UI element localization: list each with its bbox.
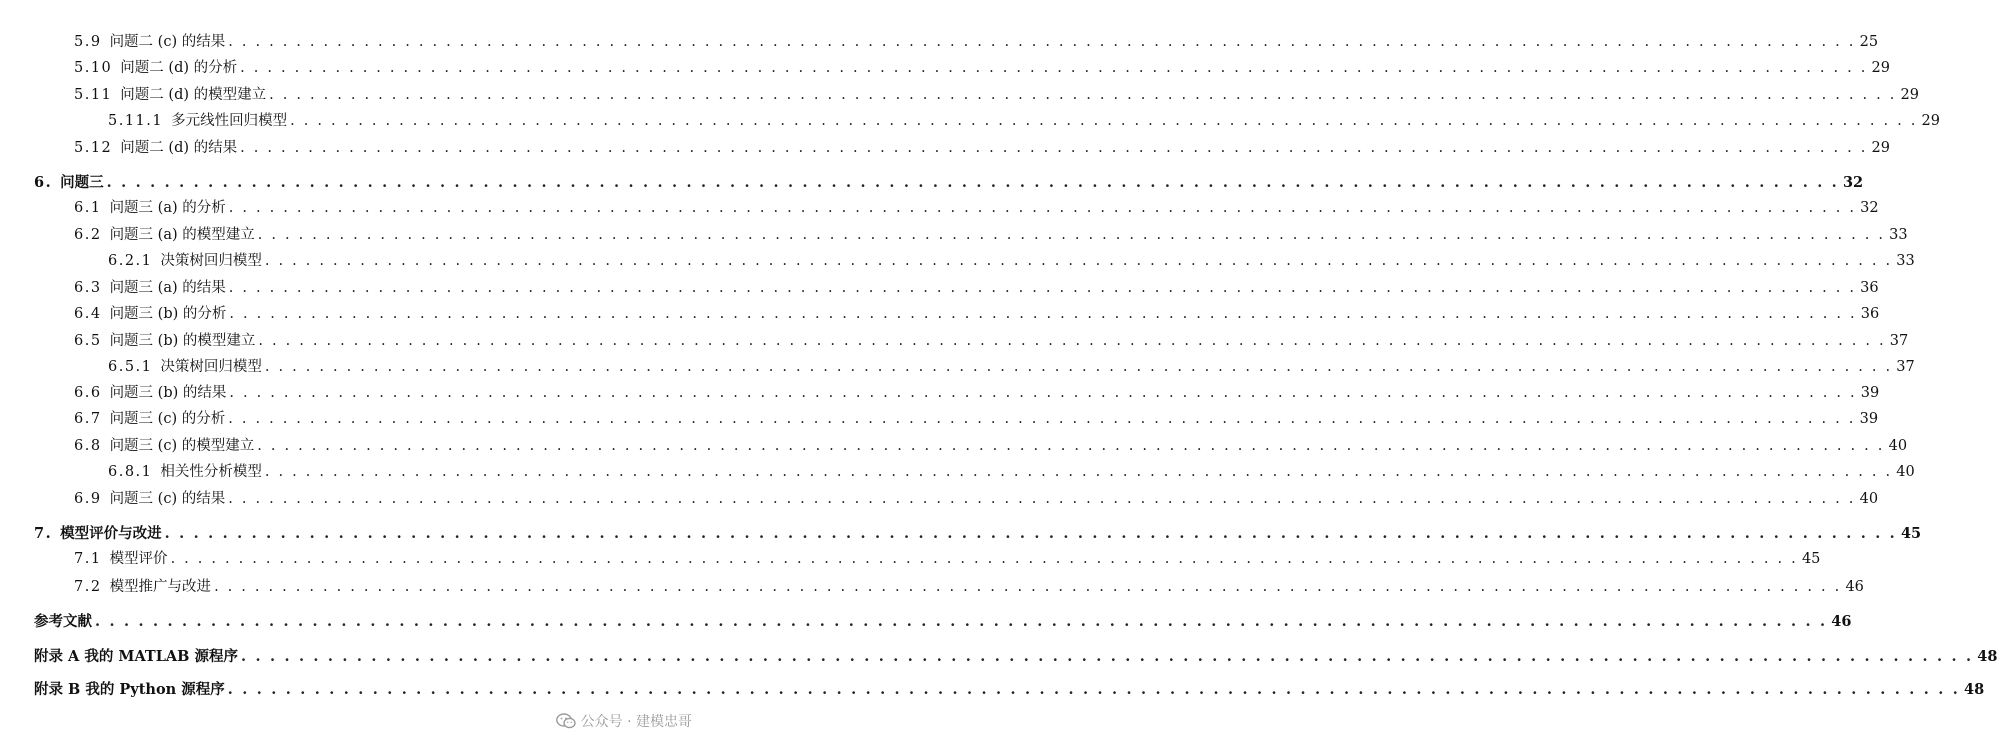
dot-leader: . . . . . . . . . . . . . . . . . . . . . . . . . . . . . . . . . . . . . . . . . . . . . . . . . . . . . . . . . . . . . . . . . . . . . . . . . . . . . . . . . . . . . . . . . . . . . . . . . . . . . . . . . . . . . . . . . . . . . . . . bbox=[228, 280, 1857, 296]
toc-entry-page: 40 bbox=[1859, 491, 1879, 507]
toc-entry-number: 7.1 bbox=[74, 551, 102, 567]
toc-entry-title: 问题二 (d) 的分析 bbox=[120, 60, 238, 76]
toc-entry[interactable] bbox=[74, 382, 1880, 404]
toc-entry-title: 问题二 (c) 的结果 bbox=[109, 34, 226, 50]
toc-entry-number: 5.11 bbox=[74, 87, 113, 103]
dot-leader: . . . . . . . . . . . . . . . . . . . . . . . . . . . . . . . . . . . . . . . . . . . . . . . . . . . . . . . . . . . . . . . . . . . . . . . . . . . . . . . . . . . . . . . . . . . . . . . . . . . . . . . . . . . . . . . . . . . . . . . . bbox=[227, 681, 1961, 698]
toc-entry-page: 36 bbox=[1860, 280, 1879, 296]
toc-entry-title: 问题三 bbox=[60, 174, 104, 191]
toc-entry[interactable] bbox=[74, 303, 1880, 325]
toc-entry[interactable] bbox=[34, 646, 1997, 668]
toc-entry-number: 5.12 bbox=[74, 140, 113, 156]
watermark bbox=[556, 711, 692, 731]
toc-entry-page: 48 bbox=[1977, 648, 1997, 665]
toc-entry-page: 37 bbox=[1896, 359, 1915, 375]
toc-entry-title: 问题二 (d) 的模型建立 bbox=[120, 87, 267, 103]
toc-entry-title: 决策树回归模型 bbox=[160, 253, 262, 269]
toc-entry[interactable] bbox=[74, 84, 1919, 106]
toc-entry-number: 6.1 bbox=[74, 200, 102, 216]
toc-entry-title: 问题三 (c) 的分析 bbox=[109, 411, 226, 427]
toc-entry-number: 7. bbox=[34, 525, 53, 542]
toc-entry-page: 40 bbox=[1888, 438, 1908, 454]
dot-leader: . . . . . . . . . . . . . . . . . . . . . . . . . . . . . . . . . . . . . . . . . . . . . . . . . . . . . . . . . . . . . . . . . . . . . . . . . . . . . . . . . . . . . . . . . . . . . . . . . . . . . . . . . . . . . . . . . . . . . . . . bbox=[95, 613, 1828, 630]
dot-leader: . . . . . . . . . . . . . . . . . . . . . . . . . . . . . . . . . . . . . . . . . . . . . . . . . . . . . . . . . . . . . . . . . . . . . . . . . . . . . . . . . . . . . . . . . . . . . . . . . . . . . . . . . . . . . . . . . . . . . . . . bbox=[264, 359, 1893, 375]
toc-entry-title: 附录 A 我的 MATLAB 源程序 bbox=[34, 648, 238, 665]
toc-entry[interactable] bbox=[74, 224, 1908, 246]
toc-entry-number: 6.2 bbox=[74, 227, 102, 243]
toc-entry-number: 6.4 bbox=[74, 306, 102, 322]
dot-leader: . . . . . . . . . . . . . . . . . . . . . . . . . . . . . . . . . . . . . . . . . . . . . . . . . . . . . . . . . . . . . . . . . . . . . . . . . . . . . . . . . . . . . . . . . . . . . . . . . . . . . . . . . . . . . . . . . . . . . . . . bbox=[228, 411, 1856, 427]
toc-entry[interactable] bbox=[74, 576, 1864, 598]
toc-entry-page: 40 bbox=[1896, 464, 1915, 480]
toc-entry-page: 32 bbox=[1860, 200, 1879, 216]
toc-entry-page: 39 bbox=[1859, 411, 1879, 427]
toc-entry[interactable] bbox=[74, 57, 1890, 79]
toc-entry-title: 问题三 (a) 的结果 bbox=[109, 280, 226, 296]
toc-entry-title: 模型评价 bbox=[109, 551, 168, 567]
toc-entry-title: 相关性分析模型 bbox=[160, 464, 262, 480]
toc-entry[interactable] bbox=[108, 250, 1915, 272]
dot-leader: . . . . . . . . . . . . . . . . . . . . . . . . . . . . . . . . . . . . . . . . . . . . . . . . . . . . . . . . . . . . . . . . . . . . . . . . . . . . . . . . . . . . . . . . . . . . . . . . . . . . . . . . . . . . . . . . . . . . . . . . bbox=[240, 140, 1868, 156]
toc-entry[interactable] bbox=[74, 488, 1879, 510]
toc-entry[interactable] bbox=[34, 172, 1864, 194]
toc-entry-page: 29 bbox=[1900, 87, 1919, 103]
toc-entry-page: 46 bbox=[1831, 613, 1852, 630]
toc-entry-number: 6. bbox=[34, 174, 53, 191]
toc-entry-title: 参考文献 bbox=[34, 613, 92, 630]
toc-entry-page: 29 bbox=[1871, 140, 1890, 156]
toc-entry-title: 问题三 (b) 的分析 bbox=[109, 306, 227, 322]
toc-entry-page: 37 bbox=[1889, 333, 1909, 349]
dot-leader: . . . . . . . . . . . . . . . . . . . . . . . . . . . . . . . . . . . . . . . . . . . . . . . . . . . . . . . . . . . . . . . . . . . . . . . . . . . . . . . . . . . . . . . . . . . . . . . . . . . . . . . . . . . . . . . . . . . . . . . . bbox=[106, 174, 1839, 191]
toc-entry[interactable] bbox=[34, 523, 1922, 545]
toc-entry-number: 6.5 bbox=[74, 333, 102, 349]
dot-leader: . . . . . . . . . . . . . . . . . . . . . . . . . . . . . . . . . . . . . . . . . . . . . . . . . . . . . . . . . . . . . . . . . . . . . . . . . . . . . . . . . . . . . . . . . . . . . . . . . . . . . . . . . . . . . . . . . . . . . . . . bbox=[240, 648, 1974, 665]
toc-entry-number: 5.9 bbox=[74, 34, 102, 50]
dot-leader: . . . . . . . . . . . . . . . . . . . . . . . . . . . . . . . . . . . . . . . . . . . . . . . . . . . . . . . . . . . . . . . . . . . . . . . . . . . . . . . . . . . . . . . . . . . . . . . . . . . . . . . . . . . . . . . . . . . . . . . . bbox=[228, 200, 1857, 216]
toc-entry-title: 问题三 (c) 的模型建立 bbox=[109, 438, 255, 454]
dot-leader: . . . . . . . . . . . . . . . . . . . . . . . . . . . . . . . . . . . . . . . . . . . . . . . . . . . . . . . . . . . . . . . . . . . . . . . . . . . . . . . . . . . . . . . . . . . . . . . . . . . . . . . . . . . . . . . . . . . . . . . . bbox=[228, 34, 1856, 50]
dot-leader: . . . . . . . . . . . . . . . . . . . . . . . . . . . . . . . . . . . . . . . . . . . . . . . . . . . . . . . . . . . . . . . . . . . . . . . . . . . . . . . . . . . . . . . . . . . . . . . . . . . . . . . . . . . . . . . . . . . . . . . . bbox=[229, 385, 1857, 401]
dot-leader: . . . . . . . . . . . . . . . . . . . . . . . . . . . . . . . . . . . . . . . . . . . . . . . . . . . . . . . . . . . . . . . . . . . . . . . . . . . . . . . . . . . . . . . . . . . . . . . . . . . . . . . . . . . . . . . . . . . . . . . . bbox=[257, 438, 1885, 454]
toc-entry-number: 7.2 bbox=[74, 579, 102, 595]
toc-entry-number: 6.8 bbox=[74, 438, 102, 454]
dot-leader: . . . . . . . . . . . . . . . . . . . . . . . . . . . . . . . . . . . . . . . . . . . . . . . . . . . . . . . . . . . . . . . . . . . . . . . . . . . . . . . . . . . . . . . . . . . . . . . . . . . . . . . . . . . . . . . . . . . . . . . . bbox=[258, 333, 1886, 349]
toc-entry-page: 45 bbox=[1801, 551, 1821, 567]
toc-entry[interactable] bbox=[108, 461, 1915, 483]
toc-entry-page: 46 bbox=[1845, 579, 1864, 595]
toc-entry[interactable] bbox=[74, 31, 1879, 53]
toc-entry[interactable] bbox=[34, 679, 1985, 701]
dot-leader: . . . . . . . . . . . . . . . . . . . . . . . . . . . . . . . . . . . . . . . . . . . . . . . . . . . . . . . . . . . . . . . . . . . . . . . . . . . . . . . . . . . . . . . . . . . . . . . . . . . . . . . . . . . . . . . . . . . . . . . . bbox=[264, 464, 1893, 480]
toc-entry-title: 模型推广与改进 bbox=[109, 579, 212, 595]
toc-entry[interactable] bbox=[74, 197, 1879, 219]
dot-leader: . . . . . . . . . . . . . . . . . . . . . . . . . . . . . . . . . . . . . . . . . . . . . . . . . . . . . . . . . . . . . . . . . . . . . . . . . . . . . . . . . . . . . . . . . . . . . . . . . . . . . . . . . . . . . . . . . . . . . . . . bbox=[257, 227, 1886, 243]
toc-entry-page: 36 bbox=[1860, 306, 1880, 322]
toc-entry-page: 39 bbox=[1860, 385, 1880, 401]
toc-entry[interactable] bbox=[74, 408, 1879, 430]
dot-leader: . . . . . . . . . . . . . . . . . . . . . . . . . . . . . . . . . . . . . . . . . . . . . . . . . . . . . . . . . . . . . . . . . . . . . . . . . . . . . . . . . . . . . . . . . . . . . . . . . . . . . . . . . . . . . . . . . . . . . . . . bbox=[264, 253, 1893, 269]
toc-entry-number: 5.11.1 bbox=[108, 113, 164, 129]
wechat-icon bbox=[556, 713, 576, 729]
toc-entry-title: 问题三 (a) 的分析 bbox=[109, 200, 226, 216]
toc-entry-title: 问题三 (b) 的模型建立 bbox=[109, 333, 256, 349]
toc-entry[interactable] bbox=[74, 548, 1821, 570]
toc-entry-number: 6.8.1 bbox=[108, 464, 153, 480]
toc-entry[interactable] bbox=[74, 137, 1890, 159]
toc-entry-number: 6.5.1 bbox=[108, 359, 153, 375]
toc-entry[interactable] bbox=[74, 277, 1879, 299]
toc-entry-number: 6.7 bbox=[74, 411, 102, 427]
toc-entry-title: 问题二 (d) 的结果 bbox=[120, 140, 238, 156]
toc-entry-title: 附录 B 我的 Python 源程序 bbox=[34, 681, 225, 698]
toc-entry-title: 问题三 (a) 的模型建立 bbox=[109, 227, 255, 243]
toc-entry[interactable] bbox=[74, 330, 1909, 352]
toc-entry[interactable] bbox=[108, 356, 1915, 378]
toc-entry-number: 6.6 bbox=[74, 385, 102, 401]
toc-entry-number: 5.10 bbox=[74, 60, 113, 76]
dot-leader: . . . . . . . . . . . . . . . . . . . . . . . . . . . . . . . . . . . . . . . . . . . . . . . . . . . . . . . . . . . . . . . . . . . . . . . . . . . . . . . . . . . . . . . . . . . . . . . . . . . . . . . . . . . . . . . . . . . . . . . . bbox=[269, 87, 1897, 103]
dot-leader: . . . . . . . . . . . . . . . . . . . . . . . . . . . . . . . . . . . . . . . . . . . . . . . . . . . . . . . . . . . . . . . . . . . . . . . . . . . . . . . . . . . . . . . . . . . . . . . . . . . . . . . . . . . . . . . . . . . . . . . . bbox=[228, 491, 1856, 507]
dot-leader: . . . . . . . . . . . . . . . . . . . . . . . . . . . . . . . . . . . . . . . . . . . . . . . . . . . . . . . . . . . . . . . . . . . . . . . . . . . . . . . . . . . . . . . . . . . . . . . . . . . . . . . . . . . . . . . . . . . . . . . . bbox=[229, 306, 1857, 322]
toc-entry-title: 问题三 (b) 的结果 bbox=[109, 385, 227, 401]
toc-entry-number: 6.9 bbox=[74, 491, 102, 507]
toc-entry-page: 32 bbox=[1842, 174, 1864, 191]
dot-leader: . . . . . . . . . . . . . . . . . . . . . . . . . . . . . . . . . . . . . . . . . . . . . . . . . . . . . . . . . . . . . . . . . . . . . . . . . . . . . . . . . . . . . . . . . . . . . . . . . . . . . . . . . . . . . . . . . . . . . . . . bbox=[240, 60, 1868, 76]
toc-entry-title: 多元线性回归模型 bbox=[171, 113, 288, 129]
toc-entry-page: 45 bbox=[1900, 525, 1922, 542]
toc-entry-title: 决策树回归模型 bbox=[160, 359, 262, 375]
toc-entry-number: 6.3 bbox=[74, 280, 102, 296]
toc-entry-page: 29 bbox=[1921, 113, 1940, 129]
dot-leader: . . . . . . . . . . . . . . . . . . . . . . . . . . . . . . . . . . . . . . . . . . . . . . . . . . . . . . . . . . . . . . . . . . . . . . . . . . . . . . . . . . . . . . . . . . . . . . . . . . . . . . . . . . . . . . . . . . . . . . . . bbox=[290, 113, 1918, 129]
watermark-text: 公众号 · 建模忠哥 bbox=[580, 714, 692, 730]
toc-entry-page: 33 bbox=[1889, 227, 1908, 243]
dot-leader: . . . . . . . . . . . . . . . . . . . . . . . . . . . . . . . . . . . . . . . . . . . . . . . . . . . . . . . . . . . . . . . . . . . . . . . . . . . . . . . . . . . . . . . . . . . . . . . . . . . . . . . . . . . . . . . . . . . . . . . . bbox=[170, 551, 1798, 567]
toc-entry[interactable] bbox=[34, 611, 1852, 633]
toc-entry-page: 29 bbox=[1871, 60, 1890, 76]
toc-entry-title: 问题三 (c) 的结果 bbox=[109, 491, 226, 507]
dot-leader: . . . . . . . . . . . . . . . . . . . . . . . . . . . . . . . . . . . . . . . . . . . . . . . . . . . . . . . . . . . . . . . . . . . . . . . . . . . . . . . . . . . . . . . . . . . . . . . . . . . . . . . . . . . . . . . . . . . . . . . . bbox=[164, 525, 1897, 542]
toc-entry[interactable] bbox=[74, 435, 1908, 457]
toc-entry-page: 25 bbox=[1859, 34, 1879, 50]
toc-entry-number: 6.2.1 bbox=[108, 253, 153, 269]
toc-entry-page: 48 bbox=[1964, 681, 1985, 698]
dot-leader: . . . . . . . . . . . . . . . . . . . . . . . . . . . . . . . . . . . . . . . . . . . . . . . . . . . . . . . . . . . . . . . . . . . . . . . . . . . . . . . . . . . . . . . . . . . . . . . . . . . . . . . . . . . . . . . . . . . . . . . . bbox=[214, 579, 1842, 595]
toc-entry-title: 模型评价与改进 bbox=[60, 525, 162, 542]
toc-entry[interactable] bbox=[108, 110, 1940, 132]
toc-entry-page: 33 bbox=[1896, 253, 1915, 269]
